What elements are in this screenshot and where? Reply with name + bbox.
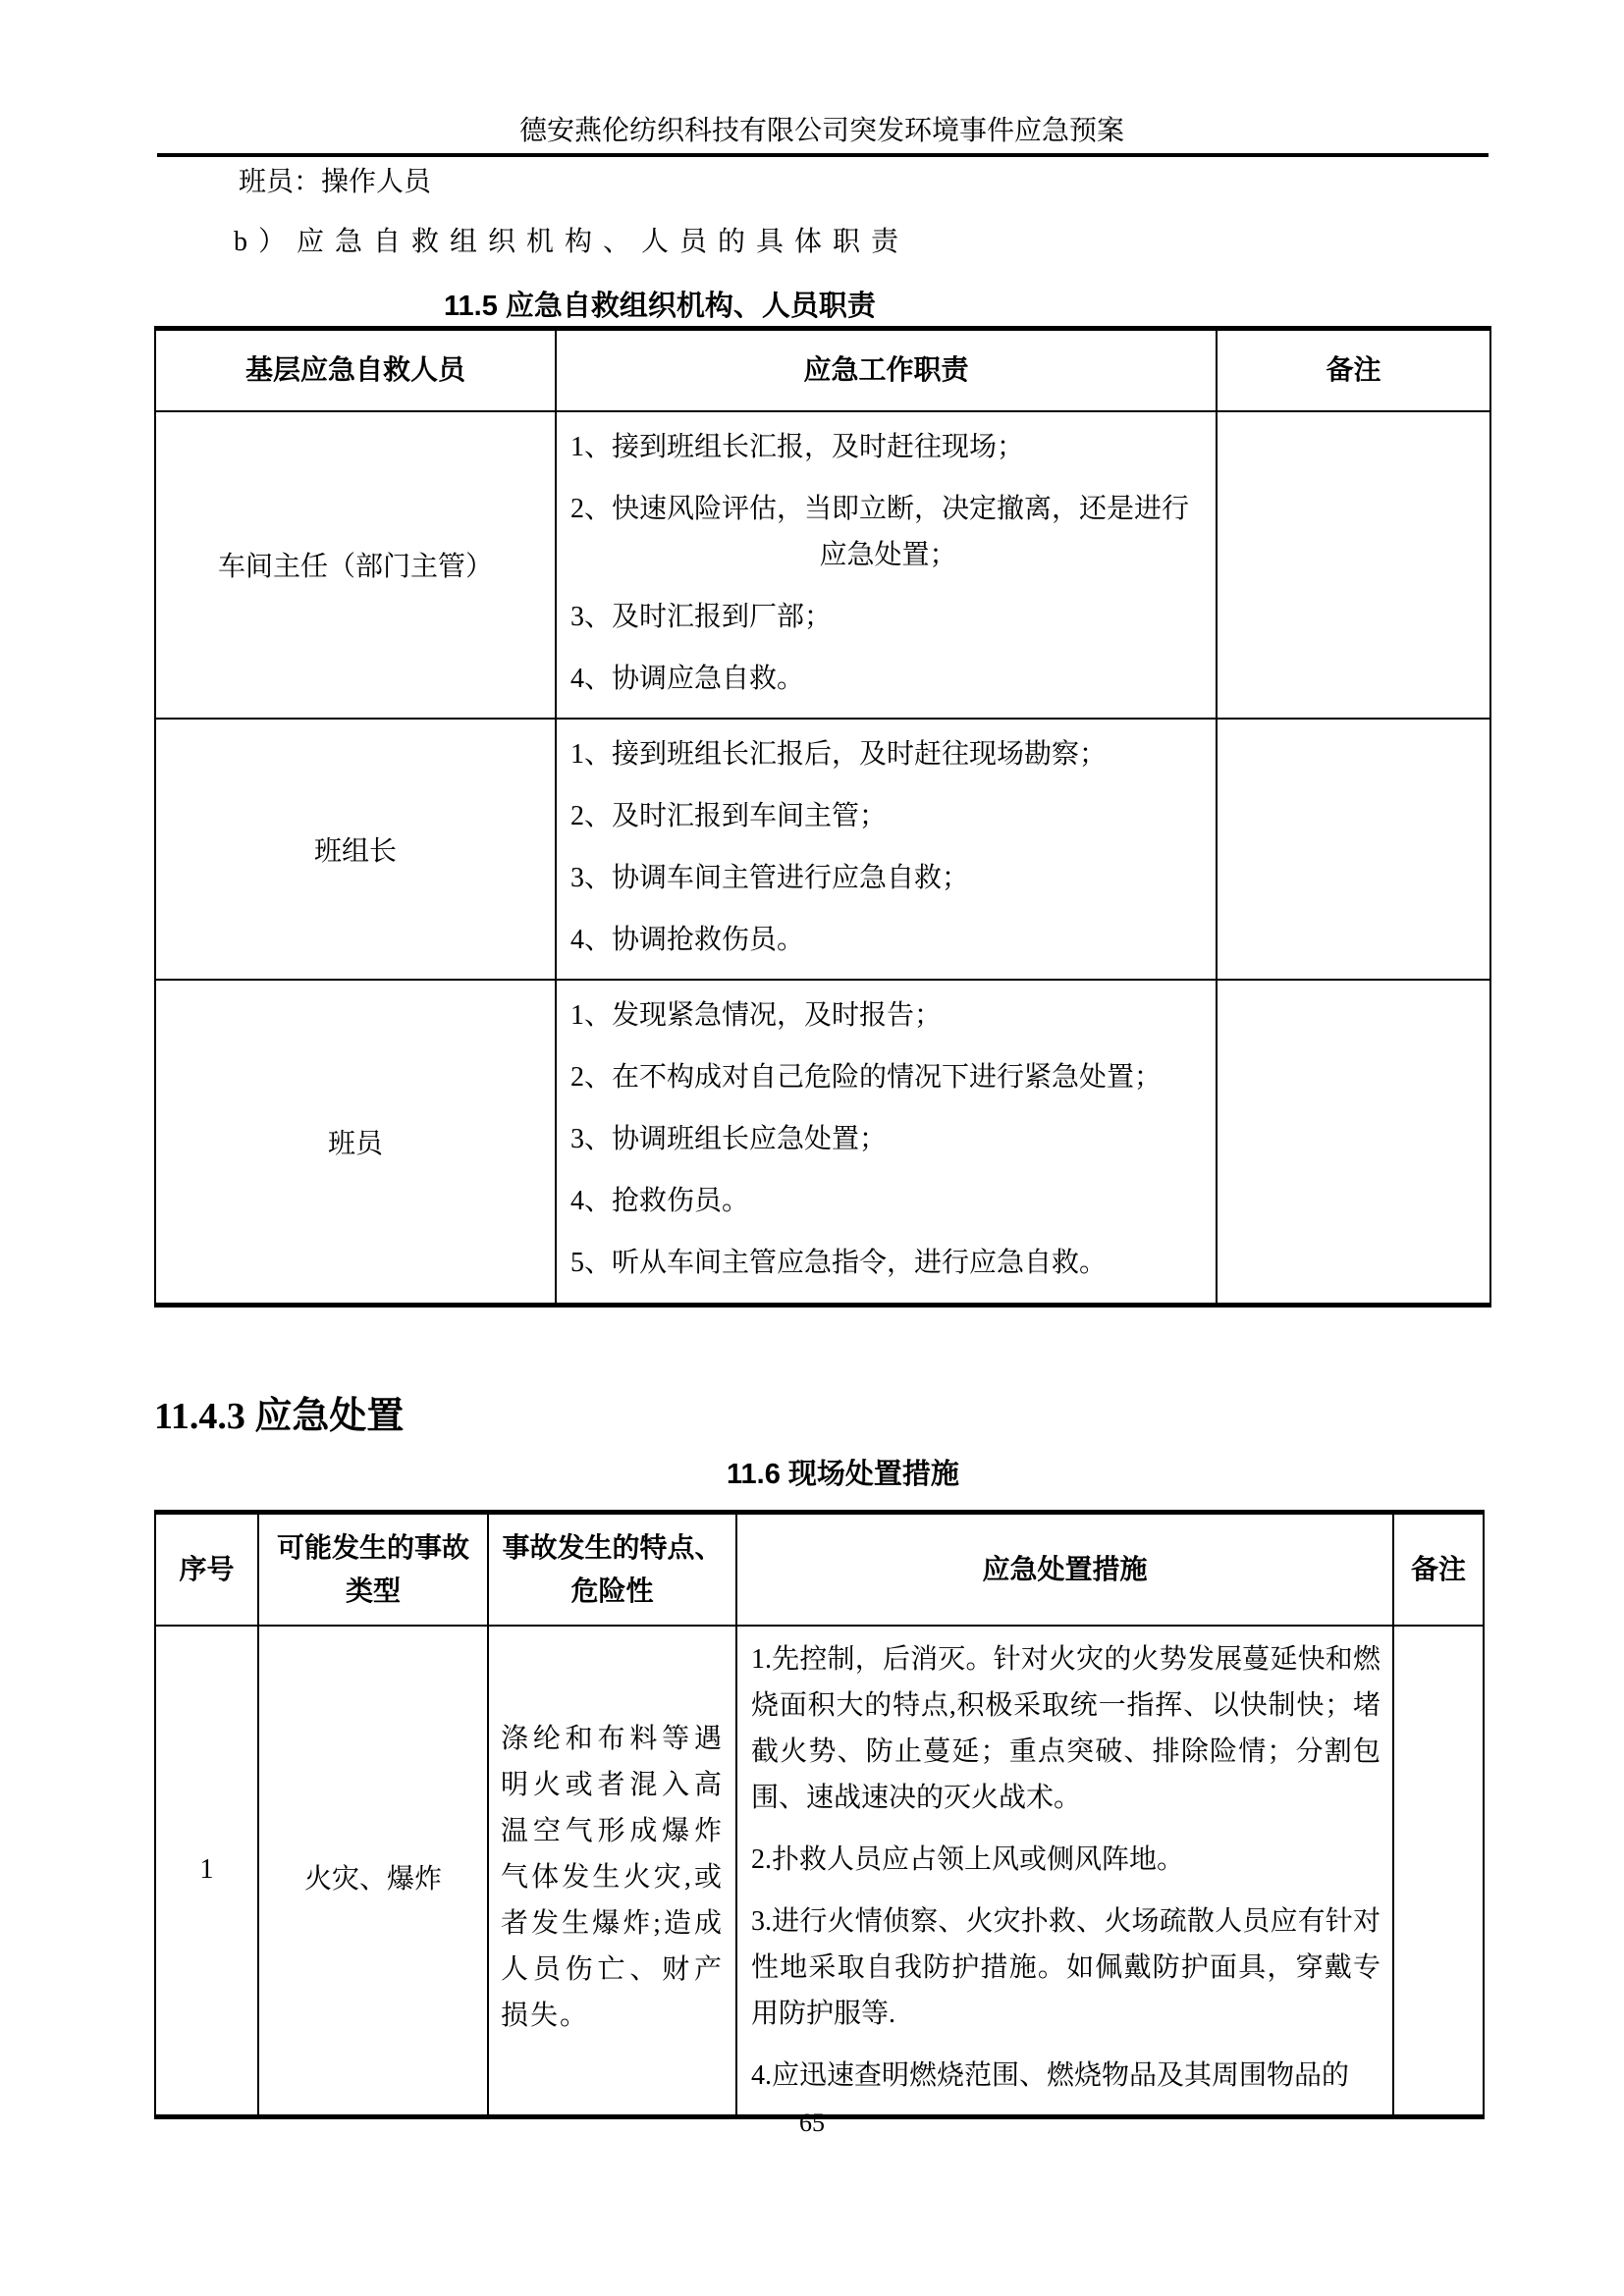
duty-item: 3、及时汇报到厂部； xyxy=(570,601,833,632)
table-emergency-duties xyxy=(154,326,1491,1308)
section-heading-11-4-3: 11.4.3 应急处置 xyxy=(154,1396,405,1437)
role-cell: 班组长 xyxy=(155,719,556,980)
remark-cell xyxy=(1393,1626,1484,2117)
duty-item: 2、在不构成对自己危险的情况下进行紧急处置； xyxy=(570,1061,1163,1093)
table2-col-remark: 备注 xyxy=(1393,1513,1484,1626)
table2-header-row xyxy=(155,1513,1484,1626)
table2-caption: 11.6 现场处置措施 xyxy=(727,1459,959,1490)
table1-header-row xyxy=(155,329,1490,411)
paragraph-banyuan: 班员：操作人员 xyxy=(239,167,432,197)
remark-cell xyxy=(1217,980,1490,1306)
duty-item: 1、发现紧急情况，及时报告； xyxy=(570,999,943,1031)
table2-col-accident-type: 可能发生的事故类型 xyxy=(258,1513,488,1626)
duty-item: 3、协调车间主管进行应急自救； xyxy=(570,862,970,893)
remark-cell xyxy=(1217,411,1490,719)
duty-item: 3、协调班组长应急处置； xyxy=(570,1123,888,1154)
table2-col-measures: 应急处置措施 xyxy=(736,1513,1393,1626)
row-number-cell: 1 xyxy=(155,1626,258,2117)
measure-item: 2.扑救人员应占领上风或侧风阵地。 xyxy=(751,1843,1185,1875)
header-rule xyxy=(157,153,1489,157)
duty-item: 4、协调抢救伤员。 xyxy=(570,924,805,955)
duty-item: 5、听从车间主管应急指令，进行应急自救。 xyxy=(570,1247,1108,1278)
role-cell: 车间主任（部门主管） xyxy=(155,411,556,719)
table1-col-duties: 应急工作职责 xyxy=(556,329,1217,411)
duty-item: 1、接到班组长汇报，及时赶往现场； xyxy=(570,431,1025,462)
duty-cell xyxy=(556,411,1217,719)
table-row xyxy=(155,411,1490,719)
document-header-title: 德安燕伦纺织科技有限公司突发环境事件应急预案 xyxy=(518,116,1124,146)
page-number: 65 xyxy=(799,2109,825,2137)
table2-col-characteristics: 事故发生的特点、危险性 xyxy=(488,1513,736,1626)
table1-col-personnel: 基层应急自救人员 xyxy=(155,329,556,411)
measure-item: 4.应迅速查明燃烧范围、燃烧物品及其周围物品的 xyxy=(751,2059,1350,2091)
table-onsite-measures xyxy=(154,1510,1485,2119)
duty-item-continuation: 应急处置； xyxy=(819,539,957,570)
duty-item: 2、及时汇报到车间主管； xyxy=(570,800,888,831)
duty-item: 1、接到班组长汇报后，及时赶往现场勘察； xyxy=(570,738,1108,770)
table2-col-no: 序号 xyxy=(155,1513,258,1626)
table-row xyxy=(155,1626,1484,2117)
duty-cell xyxy=(556,719,1217,980)
duty-cell xyxy=(556,980,1217,1306)
measure-item: 3.进行火情侦察、火灾扑救、火场疏散人员应有针对性地采取自我防护措施。如佩戴防护面具，穿戴专用防护服等. xyxy=(751,1905,1380,2029)
paragraph-item-b: b）应急自救组织机构、人员的具体职责 xyxy=(234,227,910,257)
table1-caption: 11.5 应急自救组织机构、人员职责 xyxy=(444,291,876,322)
table1-col-remark: 备注 xyxy=(1217,329,1490,411)
remark-cell xyxy=(1217,719,1490,980)
role-cell: 班员 xyxy=(155,980,556,1306)
table-row xyxy=(155,719,1490,980)
duty-item: 4、协调应急自救。 xyxy=(570,663,805,694)
characteristics-text: 涤纶和布料等遇明火或者混入高温空气形成爆炸气体发生火灾,或者发生爆炸;造成人员伤亡、财产损失。 xyxy=(501,1723,724,2031)
table-row xyxy=(155,980,1490,1306)
characteristics-cell xyxy=(488,1626,736,2117)
measures-cell xyxy=(736,1626,1393,2117)
duty-item: 2、快速风险评估，当即立断，决定撤离，还是进行 xyxy=(570,493,1190,524)
measure-item: 1.先控制，后消灭。针对火灾的火势发展蔓延快和燃烧面积大的特点,积极采取统一指挥、以快制快；堵截火势、防止蔓延；重点突破、排除险情；分割包围、速战速决的灭火战术。 xyxy=(751,1643,1380,1813)
duty-item: 4、抢救伤员。 xyxy=(570,1185,750,1216)
accident-type-cell: 火灾、爆炸 xyxy=(258,1626,488,2117)
